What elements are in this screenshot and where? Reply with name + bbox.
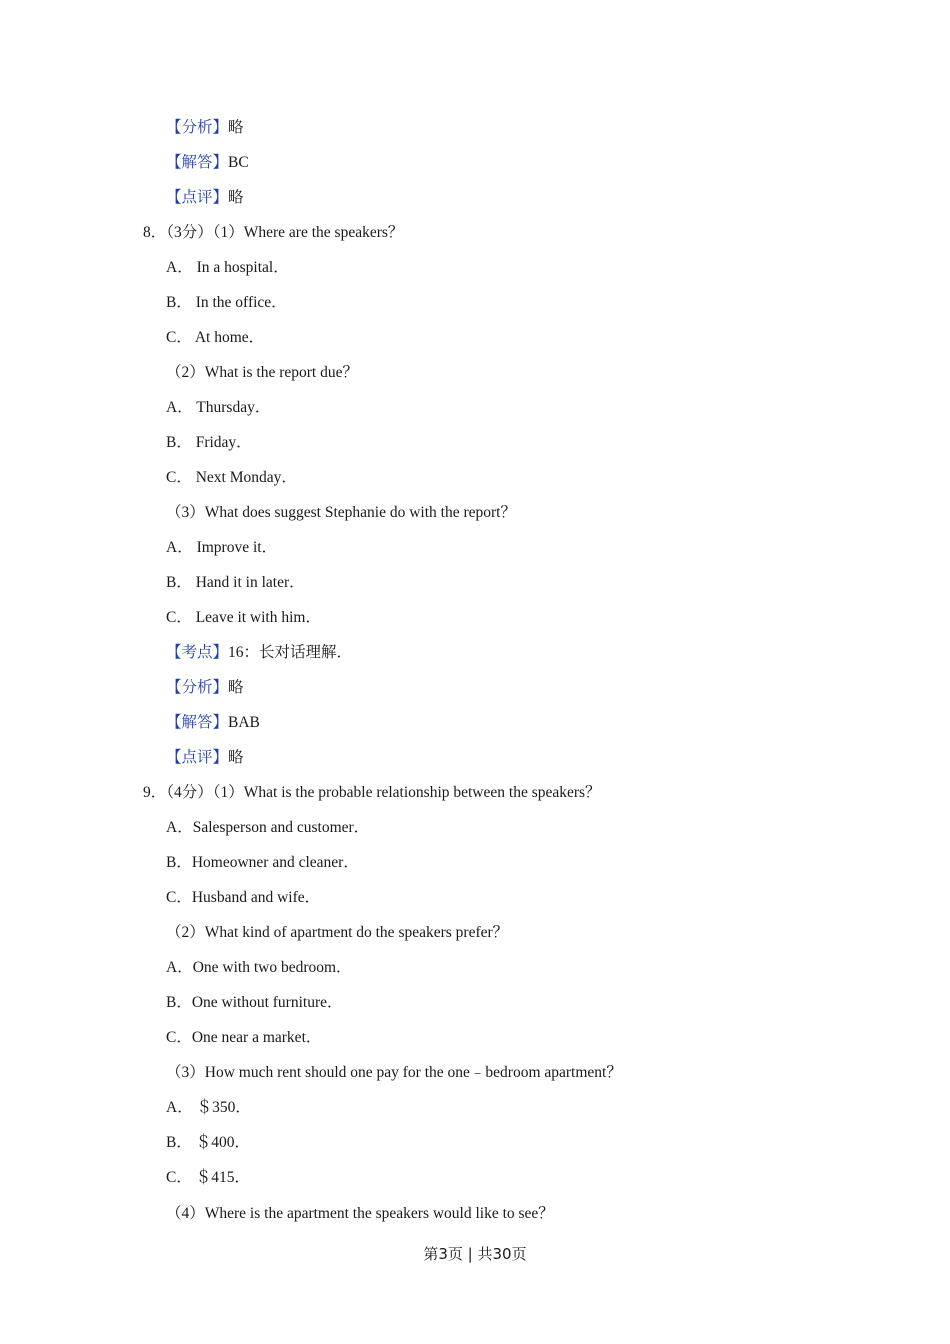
q8-2-option-b: B． Friday． bbox=[166, 434, 252, 451]
q8-1-option-b: B． In the office． bbox=[166, 294, 287, 311]
answer-line bbox=[166, 153, 249, 173]
q9-2-option-c: C．One near a market． bbox=[166, 1029, 322, 1046]
comment-text: 略 bbox=[228, 749, 244, 766]
point-tag: 【考点】 bbox=[166, 644, 229, 661]
answer-text: BC bbox=[228, 154, 249, 171]
comment-tag: 【点评】 bbox=[166, 749, 229, 766]
answer-text: BAB bbox=[228, 714, 260, 731]
analysis-text: 略 bbox=[228, 119, 244, 136]
q8-answer-line bbox=[166, 713, 260, 733]
comment-tag: 【点评】 bbox=[166, 189, 229, 206]
q9-2-option-a: A．One with two bedroom． bbox=[166, 959, 352, 976]
comment-line bbox=[166, 188, 244, 208]
q8-analysis-line bbox=[166, 678, 244, 698]
q8-3-option-a: A． Improve it． bbox=[166, 539, 278, 556]
page-footer: 第3页 | 共30页 bbox=[423, 1245, 527, 1263]
question-8-header: 8．（3分）（1）Where are the speakers？ bbox=[143, 224, 404, 241]
q8-1-option-c: C． At home． bbox=[166, 329, 265, 346]
q8-1-option-a: A． In a hospital． bbox=[166, 259, 289, 276]
q9-4-question: （4）Where is the apartment the speakers would like to see？ bbox=[166, 1205, 554, 1222]
q9-3-option-a: A． ＄350． bbox=[166, 1099, 251, 1116]
q8-2-option-a: A． Thursday． bbox=[166, 399, 271, 416]
answer-tag: 【解答】 bbox=[166, 714, 229, 731]
q8-2-question: （2）What is the report due？ bbox=[166, 364, 358, 381]
q8-comment-line bbox=[166, 748, 244, 768]
q9-1-option-a: A．Salesperson and customer． bbox=[166, 819, 370, 836]
q9-3-question: （3）How much rent should one pay for the one﹣bedroom apartment？ bbox=[166, 1064, 622, 1081]
q9-1-option-b: B．Homeowner and cleaner． bbox=[166, 854, 359, 871]
q9-2-question: （2）What kind of apartment do the speakers prefer？ bbox=[166, 924, 509, 941]
q8-3-question: （3）What does suggest Stephanie do with the report？ bbox=[166, 504, 516, 521]
analysis-tag: 【分析】 bbox=[166, 679, 229, 696]
q8-point-line bbox=[166, 643, 352, 663]
analysis-tag: 【分析】 bbox=[166, 119, 229, 136]
comment-text: 略 bbox=[228, 189, 244, 206]
q9-1-option-c: C．Husband and wife． bbox=[166, 889, 321, 906]
q8-3-option-b: B． Hand it in later． bbox=[166, 574, 305, 591]
question-9-header: 9．（4分）（1）What is the probable relationship between the speakers？ bbox=[143, 784, 601, 801]
q9-3-option-b: B． ＄400． bbox=[166, 1134, 250, 1151]
q9-3-option-c: C． ＄415． bbox=[166, 1169, 250, 1186]
analysis-line bbox=[166, 118, 244, 138]
q8-2-option-c: C． Next Monday． bbox=[166, 469, 297, 486]
q8-3-option-c: C． Leave it with him． bbox=[166, 609, 321, 626]
point-text: 16：长对话理解． bbox=[228, 644, 353, 661]
analysis-text: 略 bbox=[228, 679, 244, 696]
q9-2-option-b: B．One without furniture． bbox=[166, 994, 343, 1011]
answer-tag: 【解答】 bbox=[166, 154, 229, 171]
